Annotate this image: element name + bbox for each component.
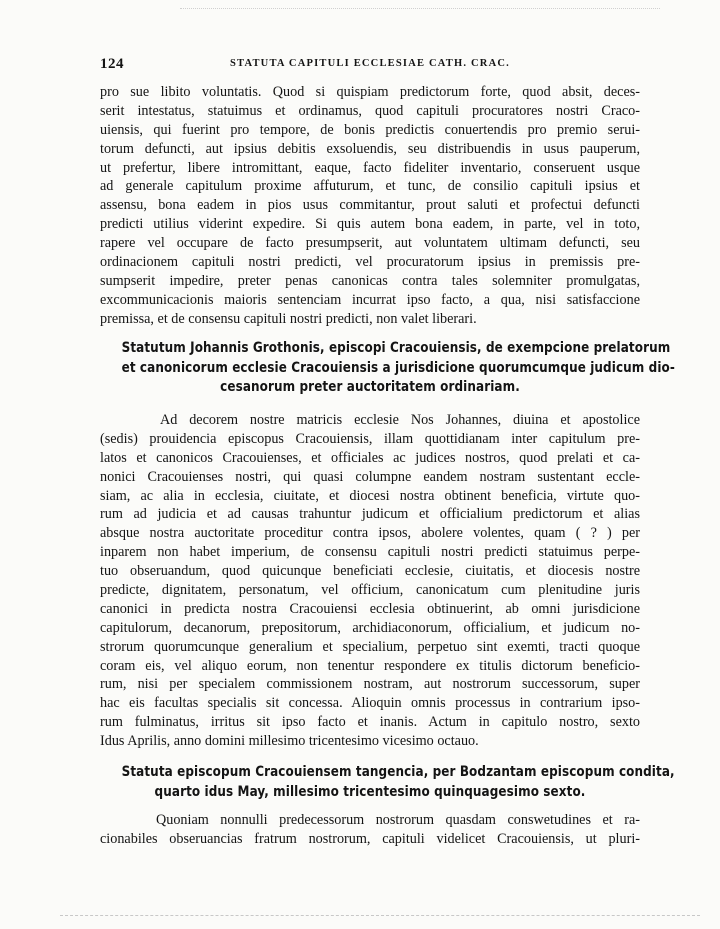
text-line: premissa, et de consensu capituli nostri predicti, non valet liberari. (100, 310, 477, 327)
text-line: tuo obseruandum, quod quicunque beneficiati ecclesie, ciuitatis, et diocesis nostre (100, 563, 640, 580)
text-line: torum defuncti, aut ipsius debitis exsoluendis, seu distribuendis in usus pauperum, (100, 140, 640, 157)
text-line: Quoniam nonnulli predecessorum nostrorum quasdam conswetudines et ra- (156, 812, 640, 828)
text-line: Idus Aprilis, anno domini millesimo tricentesimo vicesimo octauo. (100, 733, 479, 750)
paragraph-3 (100, 811, 640, 849)
text-line: rapere vel occupare de facto presumpserit, aut voluntatem ultimam defuncti, seu (100, 235, 640, 252)
text-line: hac eis facultas specialis sit concessa. Alioquin omnis processus in contrarium ipso- (100, 695, 640, 712)
page-number: 124 (100, 56, 124, 72)
running-title: STATUTA CAPITULI ECCLESIAE CATH. CRAC. (230, 58, 510, 69)
heading-line: cesanorum preter auctoritatem ordinariam. (220, 379, 520, 395)
page-header (100, 56, 640, 74)
text-line: ordinacionem capituli nostri predicti, vel procuratorum ipsius in premissis pre- (100, 254, 640, 271)
text-line: Ad decorem nostre matricis ecclesie Nos Johannes, diuina et apostolice (160, 412, 640, 428)
section-heading-1 (121, 339, 675, 398)
top-edge-rule (180, 8, 660, 10)
text-line: canonici in predicta nostra Cracouiensi ecclesia obtinuerint, ab omni jurisdicione (100, 600, 640, 617)
text-line: pro sue libito voluntatis. Quod si quispiam predictorum forte, quod absit, deces- (100, 84, 640, 100)
heading-line: Statutum Johannis Grothonis, episcopi Cracouiensis, de exempcione prelatorum (121, 340, 671, 356)
heading-line: et canonicorum ecclesie Cracouiensis a jurisdicione quorumcumque judicum dio- (121, 359, 675, 376)
text-line: coram eis, vel aliquo eorum, non tenentur respondere ex titulis dictorum beneficio- (100, 657, 640, 674)
text-line: rum fulminatus, irritus sit ipso facto et inanis. Actum in capitulo nostro, sexto (100, 714, 640, 731)
paragraph-2 (100, 411, 640, 751)
bottom-edge-rule (60, 915, 700, 917)
text-line: ad generale capitulum proxime affuturum, et tunc, de consilio capituli ipsius et (100, 178, 640, 195)
text-line: ut prefertur, libere intromittant, eaque, facto fideliter inventario, conseruent usque (100, 159, 640, 176)
text-line: predicti utilius viderint expedire. Si quis autem bona eadem, in parte, vel in toto, (100, 216, 640, 233)
text-line: nonici Cracouienses nostri, qui quasi columpne eandem nostram sustentant eccle- (100, 468, 640, 485)
text-line: (sedis) prouidencia episcopus Cracouiensis, illam quottidianam inter capitulum pre- (100, 430, 640, 447)
text-line: assensu, bona eadem in pios usus commitantur, prout saluti et profectui defuncti (100, 197, 640, 214)
text-line: sumpserit impedire, preter penas canonicas contra tales solemniter promulgatas, (100, 272, 640, 289)
heading-line: quarto idus May, millesimo tricentesimo quinquagesimo sexto. (154, 783, 586, 800)
text-line: strorum quorumcunque generalium et specialium, perpetuo sint exemti, tracti quoque (100, 638, 640, 655)
text-line: serit intestatus, statuimus et ordinamus, quod capituli procuratores nostri Craco- (100, 102, 640, 119)
section-heading-2 (121, 763, 675, 802)
text-line: latos et canonicos Cracouienses, et officiales ac judices nostros, quod prelati et ca- (100, 449, 640, 466)
text-line: cionabiles obseruancias fratrum nostrorum, capituli videlicet Cracouiensis, ut pluri- (100, 830, 640, 847)
text-line: predicte, dignitatem, personatum, vel officium, canonicatum cum plenitudine juris (100, 582, 640, 599)
text-line: inparem non habet imperium, de consensu capituli nostri predicti statuimus perpe- (100, 544, 640, 561)
heading-line: Statuta episcopum Cracouiensem tangencia, per Bodzantam episcopum condita, (121, 764, 675, 780)
text-line: uiensis, qui fuerint pro tempore, de bonis predictis conuertendis pro premio serui- (100, 121, 640, 138)
paragraph-1 (100, 83, 640, 329)
text-line: siam, ac alia in ecclesia, ciuitate, et diocesi nostra obtinent beneficia, virtute quo- (100, 487, 640, 504)
text-line: excommunicacionis maioris sentenciam incurrat ipso facto, a qua, nisi satisfaccione (100, 291, 640, 308)
text-line: absque nostra auctoritate proceditur contra ipsos, abolere volentes, quam ( ? ) per (100, 525, 640, 542)
text-line: rum ad judicia et ad causas trahuntur judicum et officialium predictorum et alias (100, 506, 640, 523)
text-line: rum, nisi per specialem commissionem nostram, aut nostrorum successorum, super (100, 676, 640, 693)
text-line: capitulorum, decanorum, prepositorum, archidiaconorum, officialium, et judicum no- (100, 619, 640, 636)
